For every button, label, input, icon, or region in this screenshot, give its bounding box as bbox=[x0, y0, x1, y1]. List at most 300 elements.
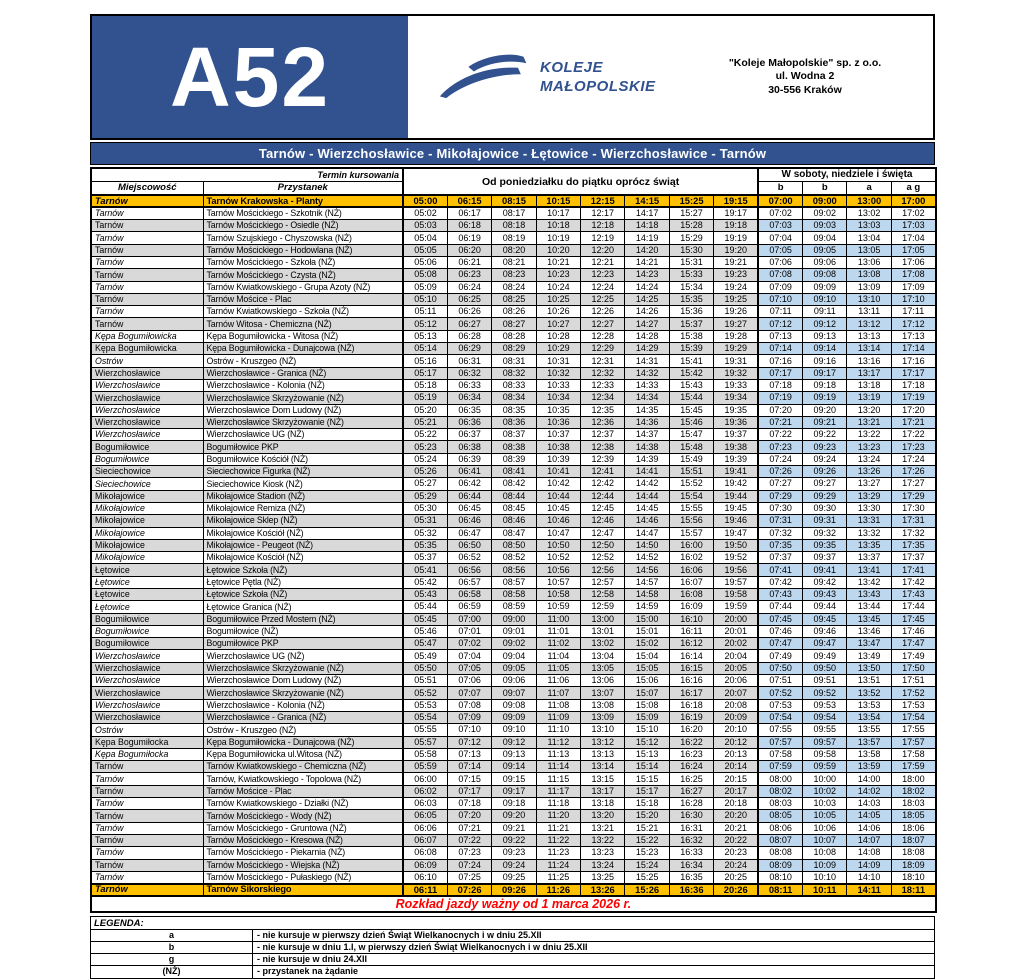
time-cell: 11:12 bbox=[536, 736, 580, 748]
time-cell: 13:16 bbox=[847, 355, 891, 367]
time-cell: 09:52 bbox=[803, 687, 847, 699]
place-cell: Tarnów bbox=[91, 859, 203, 871]
time-cell: 20:21 bbox=[714, 822, 758, 834]
time-cell: 15:36 bbox=[669, 306, 713, 318]
time-cell: 15:28 bbox=[669, 220, 713, 232]
stop-cell: Tarnów Kwiatkowskiego - Szkoła (NŻ) bbox=[203, 306, 403, 318]
time-cell: 08:03 bbox=[758, 798, 802, 810]
time-cell: 19:23 bbox=[714, 269, 758, 281]
time-cell: 15:41 bbox=[669, 355, 713, 367]
time-cell: 13:23 bbox=[847, 441, 891, 453]
stop-cell: Wierzchosławice Skrzyżowanie (NŻ) bbox=[203, 662, 403, 674]
table-row bbox=[91, 244, 936, 256]
time-cell: 06:26 bbox=[447, 306, 491, 318]
table-row bbox=[91, 220, 936, 232]
time-cell: 14:25 bbox=[625, 293, 669, 305]
time-cell: 16:20 bbox=[669, 724, 713, 736]
stop-cell: Tarnów Sikorskiego bbox=[203, 884, 403, 896]
time-cell: 14:42 bbox=[625, 478, 669, 490]
place-cell: Tarnów bbox=[91, 318, 203, 330]
time-cell: 06:47 bbox=[447, 527, 491, 539]
time-cell: 07:00 bbox=[447, 613, 491, 625]
time-cell: 16:06 bbox=[669, 564, 713, 576]
time-cell: 10:34 bbox=[536, 392, 580, 404]
time-cell: 07:58 bbox=[758, 748, 802, 760]
time-cell: 08:39 bbox=[492, 453, 536, 465]
time-cell: 07:20 bbox=[447, 810, 491, 822]
time-cell: 07:55 bbox=[758, 724, 802, 736]
table-row bbox=[91, 601, 936, 613]
time-cell: 06:46 bbox=[447, 515, 491, 527]
table-row bbox=[91, 675, 936, 687]
stop-cell: Tarnów Mościckiego - Kresowa (NŻ) bbox=[203, 834, 403, 846]
time-cell: 14:10 bbox=[847, 871, 891, 883]
stop-cell: Tarnów Mościckiego - Czysta (NŻ) bbox=[203, 269, 403, 281]
time-cell: 13:41 bbox=[847, 564, 891, 576]
time-cell: 12:39 bbox=[581, 453, 625, 465]
time-cell: 07:30 bbox=[758, 502, 802, 514]
legend bbox=[90, 916, 935, 979]
time-cell: 15:42 bbox=[669, 367, 713, 379]
time-cell: 19:18 bbox=[714, 220, 758, 232]
place-cell: Wierzchosławice bbox=[91, 711, 203, 723]
time-cell: 10:08 bbox=[803, 847, 847, 859]
time-cell: 18:03 bbox=[891, 798, 935, 810]
place-cell: Tarnów bbox=[91, 810, 203, 822]
place-cell: Wierzchosławice bbox=[91, 416, 203, 428]
time-cell: 09:13 bbox=[803, 330, 847, 342]
time-cell: 10:15 bbox=[536, 195, 580, 207]
time-cell: 09:01 bbox=[492, 625, 536, 637]
stop-cell: Tarnów Kwiatkowskiego - Chemiczna (NŻ) bbox=[203, 761, 403, 773]
time-cell: 08:41 bbox=[492, 466, 536, 478]
time-cell: 17:43 bbox=[891, 589, 935, 601]
place-cell: Mikołajowice bbox=[91, 552, 203, 564]
time-cell: 09:41 bbox=[803, 564, 847, 576]
time-cell: 13:27 bbox=[847, 478, 891, 490]
time-cell: 14:23 bbox=[625, 269, 669, 281]
train-swoosh-icon bbox=[438, 52, 530, 102]
stop-cell: Kępa Bogumiłowicka - Dunajcowa (NŻ) bbox=[203, 343, 403, 355]
time-cell: 15:05 bbox=[625, 662, 669, 674]
time-cell: 14:00 bbox=[847, 773, 891, 785]
time-cell: 07:19 bbox=[758, 392, 802, 404]
time-cell: 09:08 bbox=[803, 269, 847, 281]
table-row bbox=[91, 293, 936, 305]
time-cell: 13:18 bbox=[847, 379, 891, 391]
time-cell: 07:47 bbox=[758, 638, 802, 650]
time-cell: 20:15 bbox=[714, 773, 758, 785]
table-row bbox=[91, 859, 936, 871]
time-cell: 10:31 bbox=[536, 355, 580, 367]
table-row bbox=[91, 576, 936, 588]
table-row bbox=[91, 711, 936, 723]
time-cell: 15:22 bbox=[625, 834, 669, 846]
time-cell: 09:45 bbox=[803, 613, 847, 625]
time-cell: 12:58 bbox=[581, 589, 625, 601]
time-cell: 09:29 bbox=[803, 490, 847, 502]
stop-cell: Mikołajowice - Peugeot (NŻ) bbox=[203, 539, 403, 551]
time-cell: 07:05 bbox=[447, 662, 491, 674]
stop-cell: Wierzchosławice UG (NŻ) bbox=[203, 650, 403, 662]
time-cell: 17:42 bbox=[891, 576, 935, 588]
time-cell: 13:07 bbox=[581, 687, 625, 699]
stop-cell: Bogumiłowice (NŻ) bbox=[203, 625, 403, 637]
time-cell: 05:04 bbox=[403, 232, 447, 244]
time-cell: 09:00 bbox=[492, 613, 536, 625]
time-cell: 17:10 bbox=[891, 293, 935, 305]
time-cell: 10:52 bbox=[536, 552, 580, 564]
time-cell: 07:41 bbox=[758, 564, 802, 576]
time-cell: 14:17 bbox=[625, 207, 669, 219]
time-cell: 17:57 bbox=[891, 736, 935, 748]
time-cell: 09:00 bbox=[803, 195, 847, 207]
table-row bbox=[91, 761, 936, 773]
time-cell: 13:30 bbox=[847, 502, 891, 514]
company-name: "Koleje Małopolskie" sp. z o.o. bbox=[728, 56, 882, 69]
place-cell: Wierzchosławice bbox=[91, 367, 203, 379]
logo-text bbox=[540, 58, 656, 96]
time-cell: 11:04 bbox=[536, 650, 580, 662]
time-cell: 15:00 bbox=[625, 613, 669, 625]
time-cell: 15:45 bbox=[669, 404, 713, 416]
place-cell: Tarnów bbox=[91, 293, 203, 305]
time-cell: 13:24 bbox=[581, 859, 625, 871]
time-cell: 12:25 bbox=[581, 293, 625, 305]
place-cell: Tarnów bbox=[91, 822, 203, 834]
table-row bbox=[91, 355, 936, 367]
time-cell: 09:58 bbox=[803, 748, 847, 760]
time-cell: 14:34 bbox=[625, 392, 669, 404]
place-cell: Łętowice bbox=[91, 576, 203, 588]
time-cell: 13:57 bbox=[847, 736, 891, 748]
time-cell: 08:21 bbox=[492, 256, 536, 268]
time-cell: 05:05 bbox=[403, 244, 447, 256]
table-row bbox=[91, 515, 936, 527]
time-cell: 15:14 bbox=[625, 761, 669, 773]
legend-row bbox=[91, 930, 934, 942]
time-cell: 05:59 bbox=[403, 761, 447, 773]
time-cell: 06:52 bbox=[447, 552, 491, 564]
place-cell: Tarnów bbox=[91, 281, 203, 293]
time-cell: 09:21 bbox=[803, 416, 847, 428]
stop-cell: Tarnów, Kwiatkowskiego - Topolowa (NŻ) bbox=[203, 773, 403, 785]
time-cell: 10:09 bbox=[803, 859, 847, 871]
time-cell: 15:21 bbox=[625, 822, 669, 834]
time-cell: 07:09 bbox=[758, 281, 802, 293]
time-cell: 05:29 bbox=[403, 490, 447, 502]
table-row bbox=[91, 318, 936, 330]
time-cell: 19:28 bbox=[714, 330, 758, 342]
place-cell: Łętowice bbox=[91, 589, 203, 601]
time-cell: 12:28 bbox=[581, 330, 625, 342]
time-cell: 13:13 bbox=[847, 330, 891, 342]
time-cell: 17:47 bbox=[891, 638, 935, 650]
stop-cell: Bogumiłowice PKP bbox=[203, 441, 403, 453]
time-cell: 18:08 bbox=[891, 847, 935, 859]
time-cell: 15:37 bbox=[669, 318, 713, 330]
time-cell: 05:26 bbox=[403, 466, 447, 478]
table-row bbox=[91, 392, 936, 404]
time-cell: 10:57 bbox=[536, 576, 580, 588]
time-cell: 15:13 bbox=[625, 748, 669, 760]
time-cell: 11:13 bbox=[536, 748, 580, 760]
time-cell: 06:00 bbox=[403, 773, 447, 785]
place-cell: Tarnów bbox=[91, 269, 203, 281]
time-cell: 13:43 bbox=[847, 589, 891, 601]
place-cell: Tarnów bbox=[91, 220, 203, 232]
timetable-sheet bbox=[90, 14, 935, 979]
weekend-note-header: b bbox=[758, 181, 802, 195]
time-cell: 08:00 bbox=[758, 773, 802, 785]
time-cell: 09:12 bbox=[803, 318, 847, 330]
time-cell: 13:14 bbox=[581, 761, 625, 773]
time-cell: 13:15 bbox=[581, 773, 625, 785]
time-cell: 19:32 bbox=[714, 367, 758, 379]
time-cell: 08:24 bbox=[492, 281, 536, 293]
time-cell: 13:45 bbox=[847, 613, 891, 625]
time-cell: 14:08 bbox=[847, 847, 891, 859]
place-cell: Tarnów bbox=[91, 306, 203, 318]
time-cell: 14:15 bbox=[625, 195, 669, 207]
time-cell: 20:00 bbox=[714, 613, 758, 625]
time-cell: 15:09 bbox=[625, 711, 669, 723]
time-cell: 05:14 bbox=[403, 343, 447, 355]
stop-cell: Tarnów Mościce - Plac bbox=[203, 785, 403, 797]
time-cell: 07:08 bbox=[758, 269, 802, 281]
time-cell: 19:44 bbox=[714, 490, 758, 502]
time-cell: 18:07 bbox=[891, 834, 935, 846]
time-cell: 10:25 bbox=[536, 293, 580, 305]
time-cell: 12:32 bbox=[581, 367, 625, 379]
time-cell: 17:03 bbox=[891, 220, 935, 232]
stop-cell: Wierzchosławice - Kolonia (NŻ) bbox=[203, 379, 403, 391]
time-cell: 09:17 bbox=[492, 785, 536, 797]
time-cell: 12:56 bbox=[581, 564, 625, 576]
table-row bbox=[91, 687, 936, 699]
time-cell: 10:03 bbox=[803, 798, 847, 810]
time-cell: 14:03 bbox=[847, 798, 891, 810]
time-cell: 07:35 bbox=[758, 539, 802, 551]
time-cell: 10:42 bbox=[536, 478, 580, 490]
time-cell: 07:05 bbox=[758, 244, 802, 256]
table-row bbox=[91, 429, 936, 441]
time-cell: 05:20 bbox=[403, 404, 447, 416]
time-cell: 07:07 bbox=[447, 687, 491, 699]
time-cell: 08:09 bbox=[758, 859, 802, 871]
time-cell: 07:14 bbox=[758, 343, 802, 355]
time-cell: 09:25 bbox=[492, 871, 536, 883]
place-cell: Wierzchosławice bbox=[91, 687, 203, 699]
time-cell: 08:02 bbox=[758, 785, 802, 797]
time-cell: 07:01 bbox=[447, 625, 491, 637]
time-cell: 07:04 bbox=[447, 650, 491, 662]
table-row bbox=[91, 281, 936, 293]
place-cell: Wierzchosławice bbox=[91, 429, 203, 441]
time-cell: 09:37 bbox=[803, 552, 847, 564]
time-cell: 10:26 bbox=[536, 306, 580, 318]
time-cell: 10:41 bbox=[536, 466, 580, 478]
time-cell: 13:09 bbox=[847, 281, 891, 293]
time-cell: 18:10 bbox=[891, 871, 935, 883]
stop-cell: Wierzchosławice - Granica (NŻ) bbox=[203, 711, 403, 723]
time-cell: 08:35 bbox=[492, 404, 536, 416]
time-cell: 15:25 bbox=[669, 195, 713, 207]
time-cell: 09:32 bbox=[803, 527, 847, 539]
time-cell: 11:01 bbox=[536, 625, 580, 637]
time-cell: 15:34 bbox=[669, 281, 713, 293]
time-cell: 05:53 bbox=[403, 699, 447, 711]
time-cell: 14:45 bbox=[625, 502, 669, 514]
table-row bbox=[91, 527, 936, 539]
time-cell: 05:35 bbox=[403, 539, 447, 551]
time-cell: 08:46 bbox=[492, 515, 536, 527]
time-cell: 06:09 bbox=[403, 859, 447, 871]
time-cell: 13:21 bbox=[581, 822, 625, 834]
time-cell: 06:25 bbox=[447, 293, 491, 305]
time-cell: 20:01 bbox=[714, 625, 758, 637]
time-cell: 05:49 bbox=[403, 650, 447, 662]
place-cell: Tarnów bbox=[91, 785, 203, 797]
time-cell: 13:20 bbox=[581, 810, 625, 822]
table-row bbox=[91, 269, 936, 281]
time-cell: 20:06 bbox=[714, 675, 758, 687]
place-cell: Bogumiłowice bbox=[91, 625, 203, 637]
time-cell: 09:07 bbox=[492, 687, 536, 699]
time-cell: 09:27 bbox=[803, 478, 847, 490]
time-cell: 07:10 bbox=[758, 293, 802, 305]
time-cell: 18:11 bbox=[891, 884, 935, 896]
place-cell: Tarnów bbox=[91, 773, 203, 785]
time-cell: 07:37 bbox=[758, 552, 802, 564]
time-cell: 17:52 bbox=[891, 687, 935, 699]
time-cell: 15:31 bbox=[669, 256, 713, 268]
time-cell: 08:29 bbox=[492, 343, 536, 355]
time-cell: 17:17 bbox=[891, 367, 935, 379]
time-cell: 17:30 bbox=[891, 502, 935, 514]
time-cell: 20:09 bbox=[714, 711, 758, 723]
table-row bbox=[91, 638, 936, 650]
time-cell: 19:37 bbox=[714, 429, 758, 441]
time-cell: 10:50 bbox=[536, 539, 580, 551]
table-row bbox=[91, 330, 936, 342]
time-cell: 17:59 bbox=[891, 761, 935, 773]
header bbox=[90, 14, 935, 140]
stop-cell: Wierzchosławice Skrzyżowanie (NŻ) bbox=[203, 416, 403, 428]
time-cell: 17:06 bbox=[891, 256, 935, 268]
time-cell: 07:13 bbox=[447, 748, 491, 760]
time-cell: 10:19 bbox=[536, 232, 580, 244]
table-row bbox=[91, 884, 936, 896]
time-cell: 16:02 bbox=[669, 552, 713, 564]
time-cell: 12:27 bbox=[581, 318, 625, 330]
time-cell: 11:02 bbox=[536, 638, 580, 650]
table-row bbox=[91, 564, 936, 576]
time-cell: 13:53 bbox=[847, 699, 891, 711]
time-cell: 17:18 bbox=[891, 379, 935, 391]
time-cell: 19:36 bbox=[714, 416, 758, 428]
time-cell: 09:18 bbox=[803, 379, 847, 391]
time-cell: 09:16 bbox=[803, 355, 847, 367]
stop-cell: Łętowice Szkoła (NŻ) bbox=[203, 589, 403, 601]
time-cell: 13:08 bbox=[581, 699, 625, 711]
time-cell: 13:04 bbox=[581, 650, 625, 662]
time-cell: 16:33 bbox=[669, 847, 713, 859]
stop-cell: Wierzchosławice UG (NŻ) bbox=[203, 429, 403, 441]
time-cell: 14:27 bbox=[625, 318, 669, 330]
place-cell: Tarnów bbox=[91, 871, 203, 883]
time-cell: 13:12 bbox=[581, 736, 625, 748]
place-cell: Tarnów bbox=[91, 244, 203, 256]
time-cell: 15:02 bbox=[625, 638, 669, 650]
table-row bbox=[91, 343, 936, 355]
place-cell: Kępa Bogumiłowicka bbox=[91, 330, 203, 342]
time-cell: 12:24 bbox=[581, 281, 625, 293]
time-cell: 20:26 bbox=[714, 884, 758, 896]
time-cell: 09:11 bbox=[803, 306, 847, 318]
time-cell: 06:32 bbox=[447, 367, 491, 379]
time-cell: 16:31 bbox=[669, 822, 713, 834]
time-cell: 12:19 bbox=[581, 232, 625, 244]
time-cell: 16:28 bbox=[669, 798, 713, 810]
time-cell: 14:31 bbox=[625, 355, 669, 367]
time-cell: 15:57 bbox=[669, 527, 713, 539]
time-cell: 07:06 bbox=[758, 256, 802, 268]
stop-cell: Wierzchosławice Dom Ludowy (NŻ) bbox=[203, 675, 403, 687]
time-cell: 09:26 bbox=[803, 466, 847, 478]
stop-cell: Tarnów Mościce - Plac bbox=[203, 293, 403, 305]
stop-cell: Tarnów Mościckiego - Pułaskiego (NŻ) bbox=[203, 871, 403, 883]
logo-line1: KOLEJE bbox=[540, 59, 604, 76]
time-cell: 09:47 bbox=[803, 638, 847, 650]
time-cell: 08:05 bbox=[758, 810, 802, 822]
time-cell: 05:37 bbox=[403, 552, 447, 564]
time-cell: 12:57 bbox=[581, 576, 625, 588]
time-cell: 16:34 bbox=[669, 859, 713, 871]
place-cell: Wierzchosławice bbox=[91, 662, 203, 674]
time-cell: 17:23 bbox=[891, 441, 935, 453]
time-cell: 14:38 bbox=[625, 441, 669, 453]
time-cell: 12:50 bbox=[581, 539, 625, 551]
time-cell: 20:20 bbox=[714, 810, 758, 822]
company-city: 30-556 Kraków bbox=[768, 83, 842, 96]
time-cell: 07:53 bbox=[758, 699, 802, 711]
time-cell: 05:44 bbox=[403, 601, 447, 613]
time-cell: 06:34 bbox=[447, 392, 491, 404]
stop-cell: Łętowice Pętla (NŻ) bbox=[203, 576, 403, 588]
place-cell: Tarnów bbox=[91, 195, 203, 207]
time-cell: 14:20 bbox=[625, 244, 669, 256]
time-cell: 11:18 bbox=[536, 798, 580, 810]
time-cell: 08:31 bbox=[492, 355, 536, 367]
time-cell: 13:09 bbox=[581, 711, 625, 723]
weekend-note-header: b bbox=[803, 181, 847, 195]
time-cell: 09:09 bbox=[492, 711, 536, 723]
time-cell: 20:25 bbox=[714, 871, 758, 883]
time-cell: 17:35 bbox=[891, 539, 935, 551]
time-cell: 09:18 bbox=[492, 798, 536, 810]
time-cell: 15:39 bbox=[669, 343, 713, 355]
time-cell: 09:04 bbox=[492, 650, 536, 662]
time-cell: 17:24 bbox=[891, 453, 935, 465]
time-cell: 14:58 bbox=[625, 589, 669, 601]
time-cell: 16:30 bbox=[669, 810, 713, 822]
time-cell: 16:36 bbox=[669, 884, 713, 896]
time-cell: 09:44 bbox=[803, 601, 847, 613]
time-cell: 15:51 bbox=[669, 466, 713, 478]
time-cell: 20:14 bbox=[714, 761, 758, 773]
stop-cell: Tarnów Mościckiego - Piekarnia (NŻ) bbox=[203, 847, 403, 859]
